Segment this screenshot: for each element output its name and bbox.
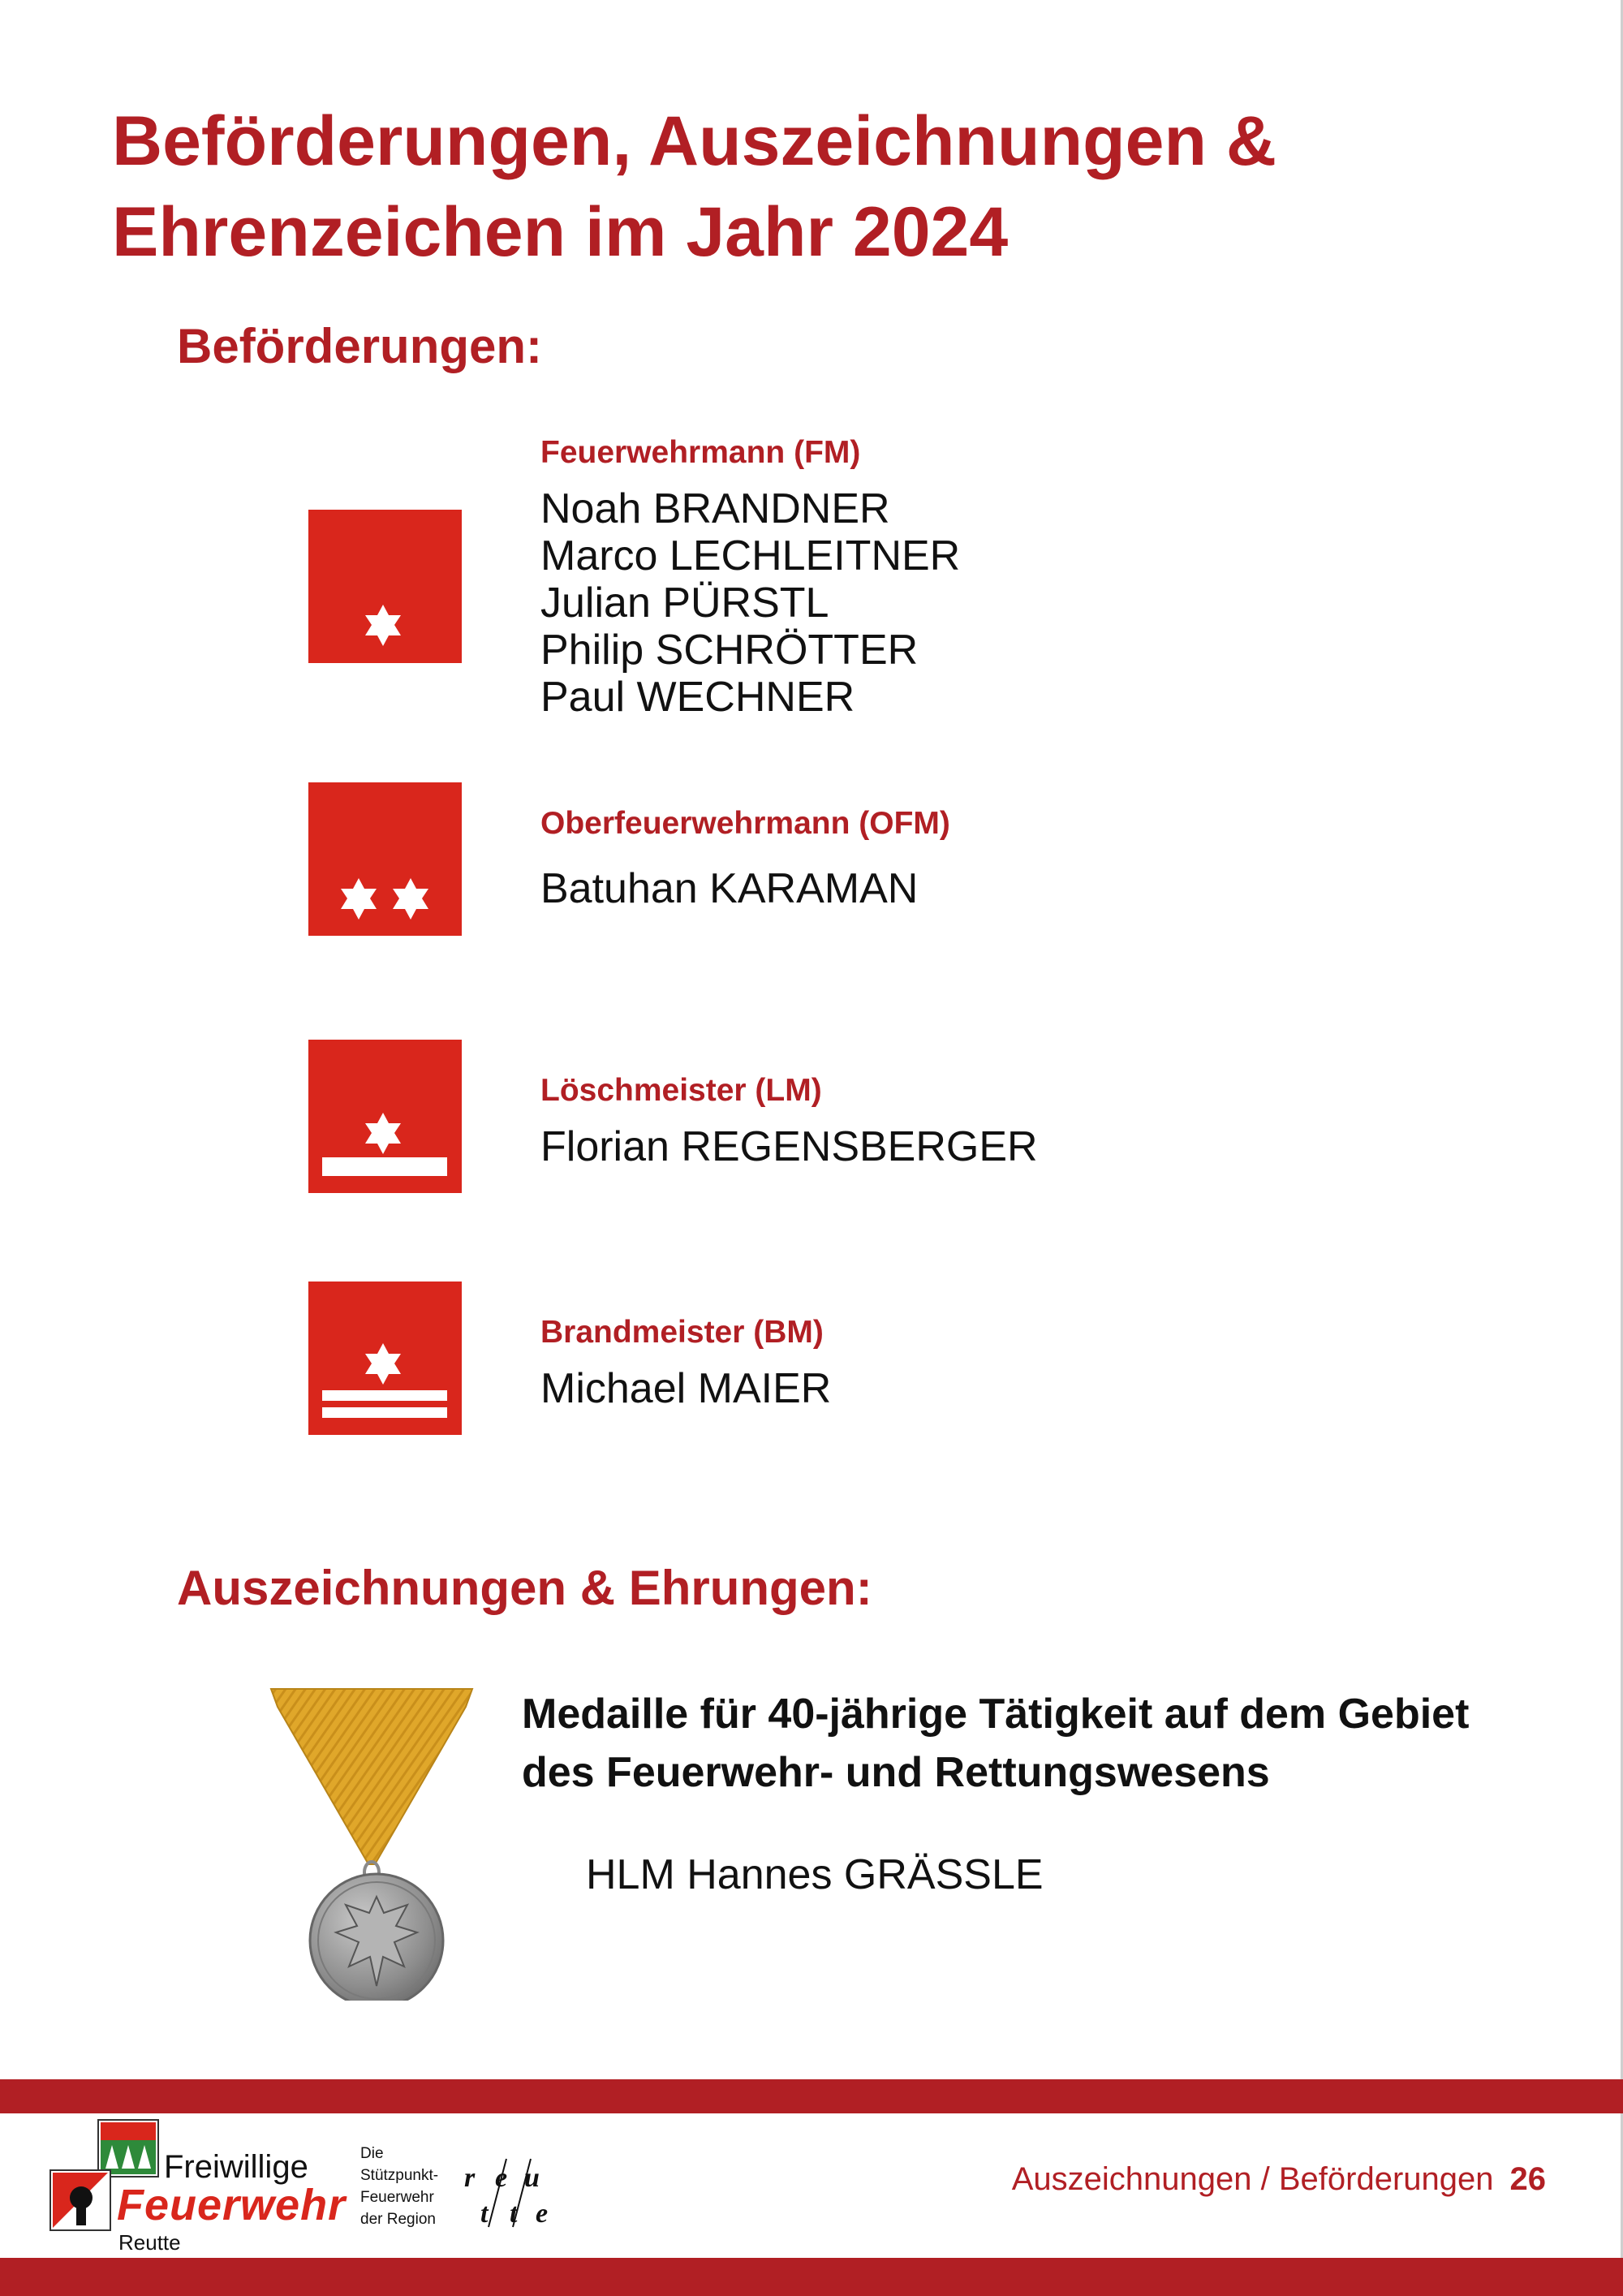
name-item: Marco LECHLEITNER [540,532,961,579]
medal-ribbon [271,1689,472,1864]
stuetzpunkt-line: Die [360,2145,384,2162]
promotions-heading: Beförderungen: [177,319,542,373]
badge-star [365,605,401,646]
footer-section [1012,2161,1546,2198]
logo-text-reutte: Reutte [118,2230,181,2255]
badge-star [365,1343,401,1385]
medal-icon [268,1684,476,2001]
badge-bar [322,1157,447,1176]
fire-emblem-handle [76,2208,86,2225]
name-item: Paul WECHNER [540,674,855,721]
rank-names-ofm [540,865,918,912]
rank-title-lm: Löschmeister (LM) [540,1073,822,1108]
name-item: Florian REGENSBERGER [540,1123,1038,1170]
badge-bar [322,1407,447,1418]
badge-star [341,878,377,920]
footer-bar-bottom [0,2258,1623,2296]
name-item: Philip SCHRÖTTER [540,627,919,674]
reutte-mark-icon [456,2152,562,2242]
mark-letter: u [524,2163,540,2193]
star-double-bar-badge-icon [308,1282,462,1435]
rank-names-lm [540,1123,1038,1170]
rank-title-fm: Feuerwehrmann (FM) [540,435,861,470]
stuetzpunkt-line: Feuerwehr [360,2189,434,2206]
rank-title-ofm: Oberfeuerwehrmann (OFM) [540,806,950,841]
mark-letter: r [464,2163,476,2193]
mark-letter: t [510,2199,518,2229]
name-item: Julian PÜRSTL [540,579,829,627]
footer-bar-top [0,2079,1623,2113]
logo-text-freiwillige: Freiwillige [164,2149,308,2185]
name-item: Noah BRANDNER [540,485,890,532]
crest-top [101,2122,156,2140]
stuetzpunkt-text [360,2143,438,2230]
name-item: Michael MAIER [540,1365,832,1412]
award-title-line-2: des Feuerwehr- und Rettungswesens [522,1749,1270,1796]
fire-emblem-helmet [70,2186,93,2209]
page-title-line-2: Ehrenzeichen im Jahr 2024 [112,193,1009,271]
stuetzpunkt-line: Stützpunkt- [360,2167,439,2184]
name-item: Batuhan KARAMAN [540,865,919,912]
badge-star [365,1113,401,1154]
mark-letter: e [495,2163,508,2193]
mark-letter: e [536,2199,549,2229]
award-title [522,1685,1469,1802]
award-recipient: HLM Hannes GRÄSSLE [586,1851,1044,1898]
rank-names-bm [540,1365,831,1412]
mark-letter: t [480,2199,489,2229]
stuetzpunkt-line: der Region [360,2211,436,2228]
star-single-bar-badge-icon [308,1040,462,1193]
stuetzpunkt-logo [360,2143,571,2248]
awards-heading: Auszeichnungen & Ehrungen: [177,1561,872,1615]
page-title-line-1: Beförderungen, Auszeichnungen & [112,102,1276,180]
logo-text-feuerwehr: Feuerwehr [117,2181,347,2229]
page-title [112,96,1276,278]
award-title-line-1: Medaille für 40-jährige Tätigkeit auf dem Gebiet [522,1691,1470,1738]
two-star-badge-icon [308,782,462,936]
badge-bar [322,1390,447,1401]
page-number: 26 [1509,2161,1546,2197]
one-star-badge-icon [308,510,462,663]
footer-section-label: Auszeichnungen / Beförderungen [1011,2161,1494,2197]
badge-star [393,878,428,920]
rank-names-fm [540,485,960,721]
rank-title-bm: Brandmeister (BM) [540,1315,824,1350]
